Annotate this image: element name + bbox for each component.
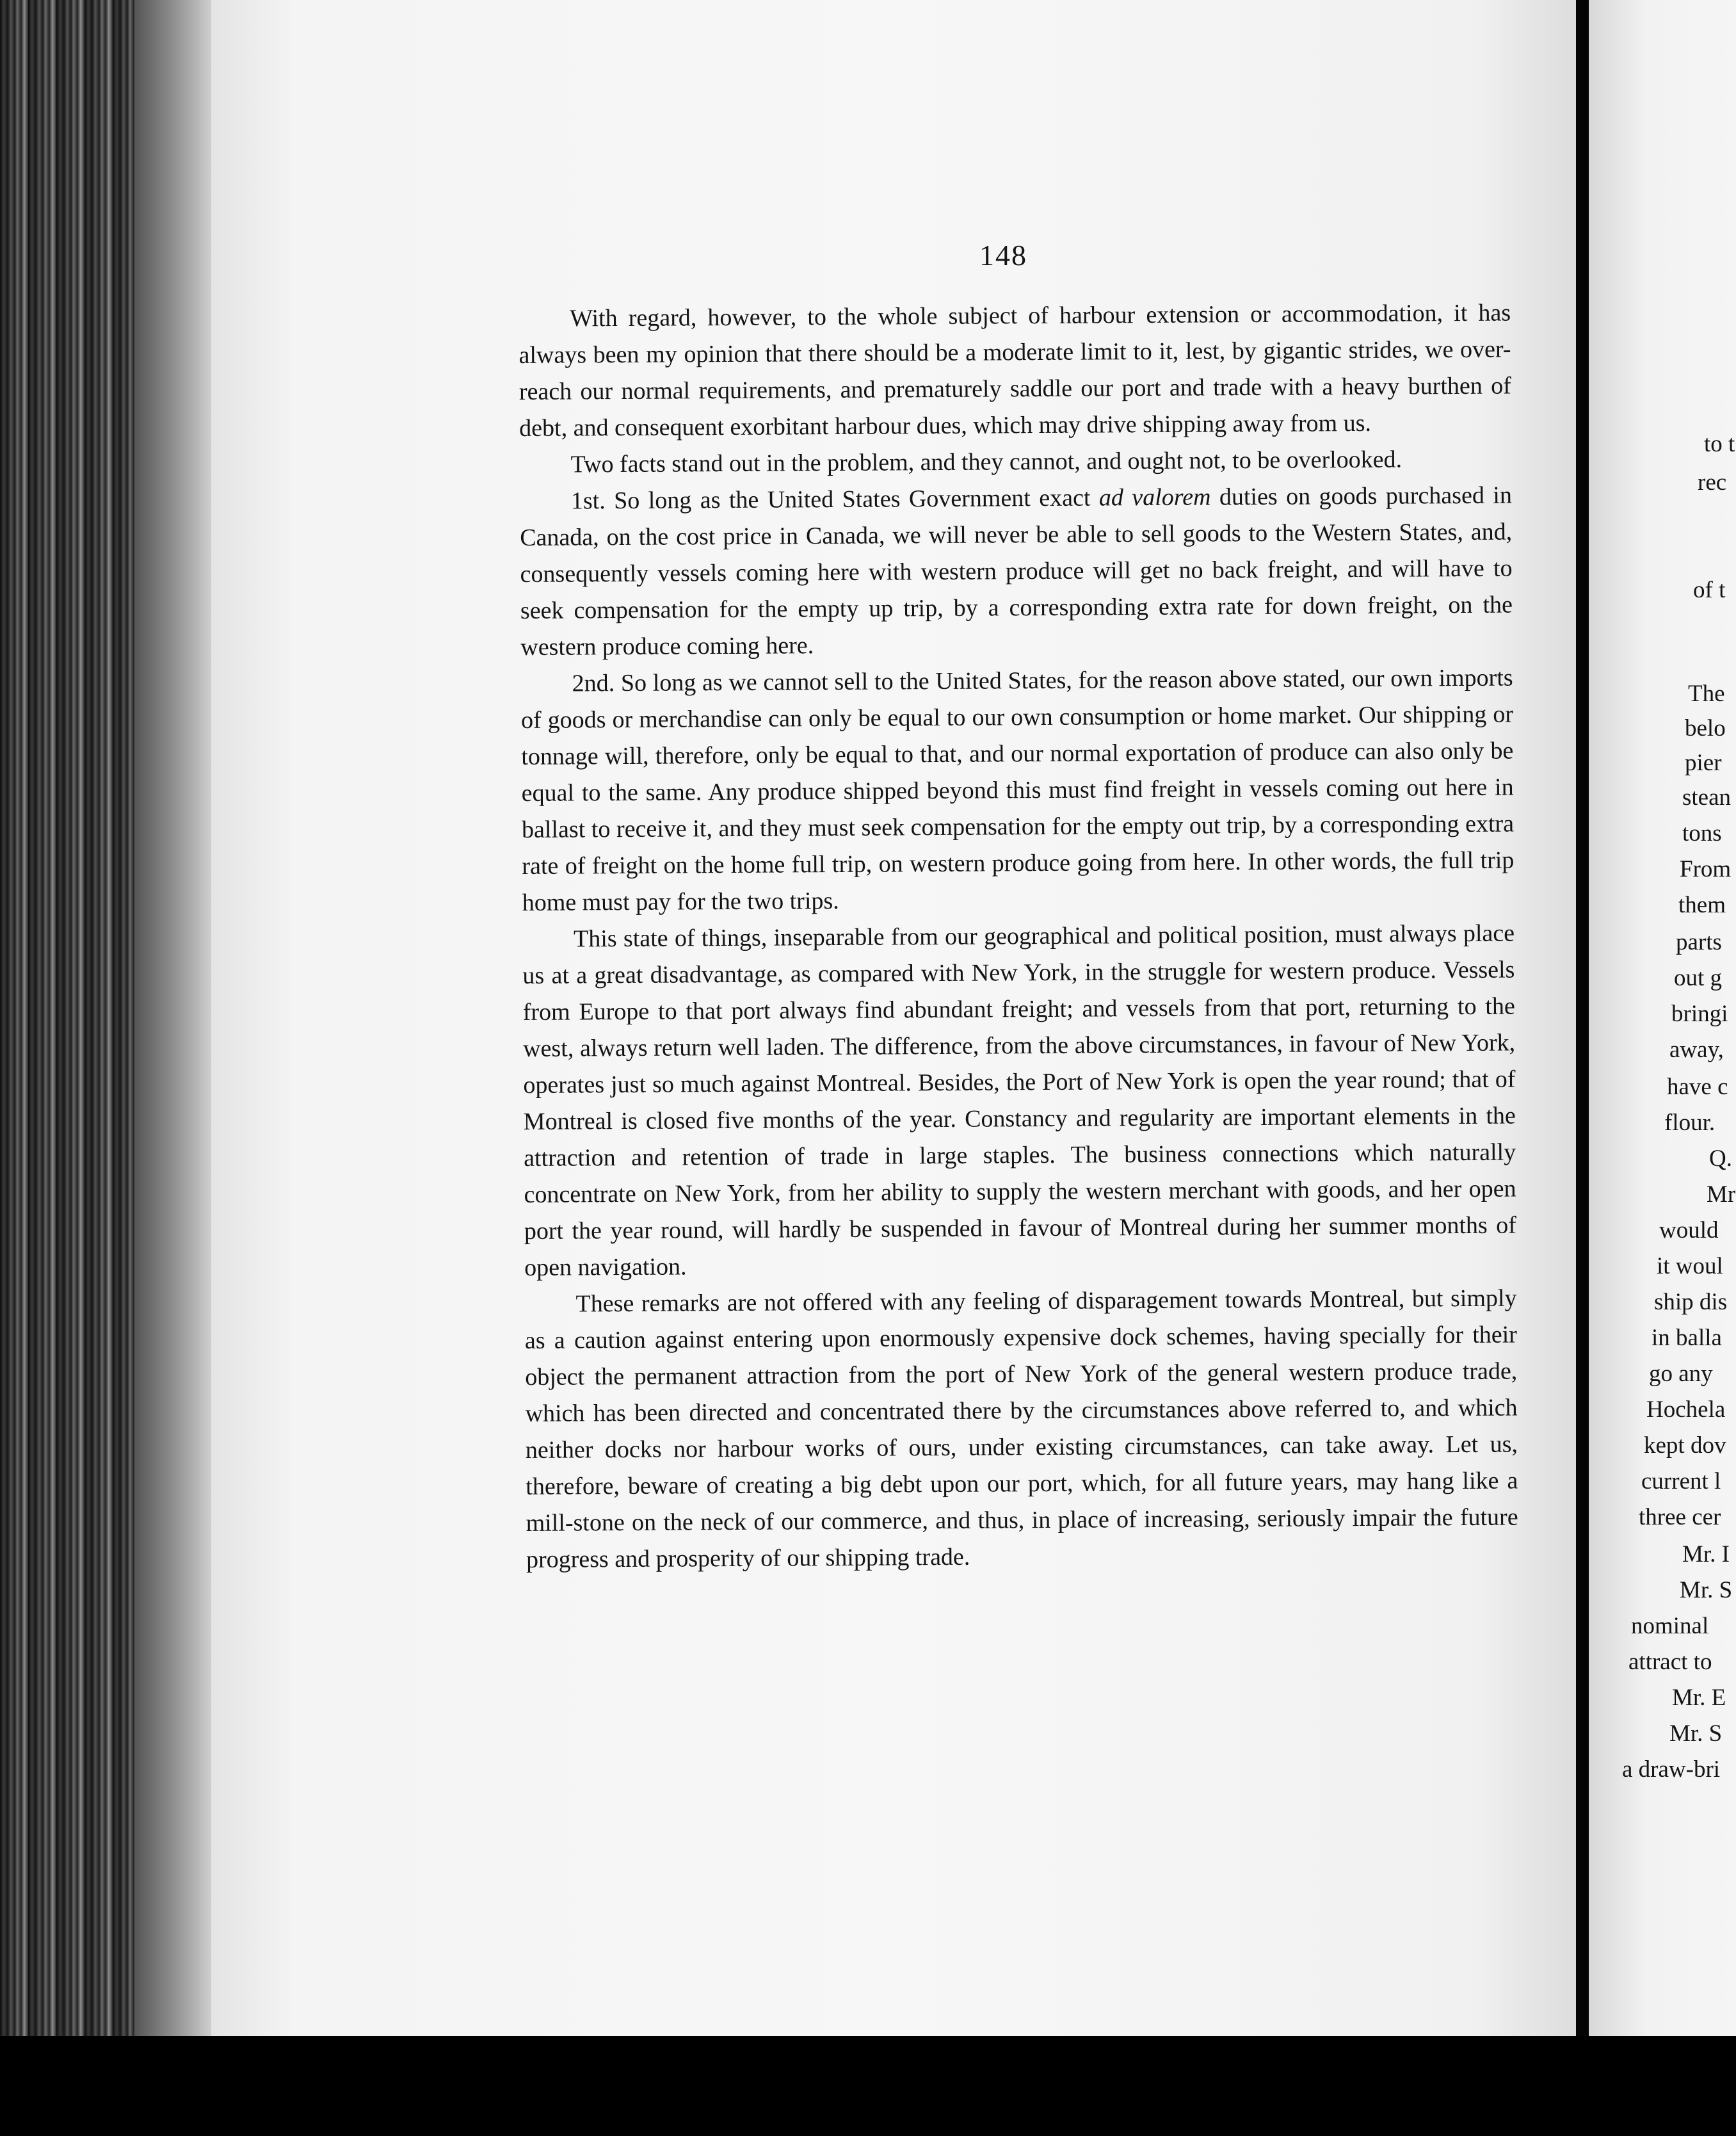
- facing-page-fragment: ship dis: [1654, 1289, 1728, 1315]
- facing-page-fragment: tons: [1682, 820, 1722, 846]
- facing-page: [1589, 0, 1736, 2049]
- facing-page-fragment: a draw-bri: [1622, 1756, 1721, 1783]
- facing-page-fragment: The: [1688, 681, 1725, 707]
- facing-page-fragment: Hochela: [1646, 1396, 1726, 1423]
- facing-page-fragment: attract to: [1628, 1649, 1712, 1675]
- facing-page-fragment: rec: [1698, 469, 1727, 496]
- facing-page-fragment: nominal: [1631, 1613, 1709, 1639]
- paragraph: [520, 478, 1513, 666]
- facing-page-fragment: parts: [1676, 929, 1722, 955]
- facing-page-fragment: in balla: [1652, 1325, 1722, 1351]
- paragraph: With regard, however, to the whole subject of harbour extension or accommodation, it has always been my opinion that there should be a moderate limit to it, lest, by gigantic strides, we over-reach our normal requirements, and prematurely saddle our port and trade with a heavy burthen of debt, and consequent exorbitant harbour dues, which may drive shipping away from us.: [518, 299, 1511, 442]
- facing-page-fragment: Mr. I: [1682, 1541, 1730, 1567]
- book-page-edges: [0, 0, 211, 2136]
- facing-page-fragment: Mr. S: [1669, 1720, 1723, 1747]
- facing-page-fragment: of t: [1693, 577, 1726, 603]
- facing-page-fragment: Mr. E: [1672, 1685, 1726, 1711]
- facing-page-fragment: Mr: [1707, 1181, 1736, 1208]
- page-number: 148: [979, 239, 1027, 271]
- paragraph-text: duties on goods purchased in Canada, on the cost price in Canada, we will never be able to sell goods to the Western States, and, consequently vessels coming here with western produce will get no back freight, and will have to seek compensation for the empty up trip, by a corresponding extra rate for down freight, on the western produce coming here.: [520, 481, 1513, 661]
- paragraph: This state of things, inseparable from our geographical and political position, must always place us at a great disadvantage, as compared with New York, in the struggle for western produce. Vessels from Europe to that port always find abundant freight; and vessels from that port, returning to the west, always return well laden. The difference, from the above circumstances, in favour of New York, operates just so much against Montreal. Besides, the Port of New York is open the year round; that of Montreal is closed five months of the year. Constancy and regularity are important elements in the attraction and retention of trade in large staples. The business connections which naturally concentrate on New York, from her ability to supply the western merchant with goods, and her open port the year round, will hardly be suspended in favour of Montreal during her summer months of open navigation.: [522, 919, 1516, 1281]
- facing-page-fragment: have c: [1667, 1074, 1728, 1100]
- facing-page-fragment: go any: [1649, 1361, 1713, 1387]
- facing-page-fragment: pier: [1685, 750, 1722, 776]
- italic-term: ad valorem: [1098, 483, 1211, 512]
- facing-page-fragment: stean: [1682, 784, 1732, 811]
- facing-page-fragment: Q.: [1709, 1145, 1732, 1172]
- book-gutter: [1576, 0, 1589, 2136]
- facing-page-fragment: current l: [1641, 1468, 1721, 1494]
- facing-page-fragment: to t: [1704, 431, 1735, 457]
- paragraph-text: 1st. So long as the United States Government exact: [570, 484, 1100, 515]
- facing-page-fragment: kept dov: [1644, 1432, 1726, 1459]
- facing-page-fragment: out g: [1674, 965, 1723, 991]
- facing-page-fragment: them: [1678, 892, 1726, 918]
- facing-page-fragment: bringi: [1671, 1001, 1728, 1027]
- facing-page-fragment: would: [1659, 1217, 1719, 1243]
- facing-page-fragment: From: [1680, 856, 1732, 882]
- facing-page-fragment: away,: [1669, 1037, 1724, 1063]
- scan-background: [0, 2036, 1736, 2136]
- body-text: [518, 295, 1518, 1578]
- paragraph: 2nd. So long as we cannot sell to the United States, for the reason above stated, our own imports of goods or merchandise can only be equal to our own consumption or home market. Our shipping or tonnage will, therefore, only be equal to that, and our normal exportation of produce can also only be equal to the same. Any produce shipped beyond this must find freight in vessels coming out here in ballast to receive it, and they must seek compensation for the empty out trip, by a corresponding extra rate of freight on the home full trip, on western produce going from here. In other words, the full trip home must pay for the two trips.: [520, 664, 1515, 916]
- facing-page-fragment: three cer: [1639, 1504, 1721, 1530]
- facing-page-fragment: flour.: [1664, 1110, 1716, 1136]
- paragraph: These remarks are not offered with any feeling of disparagement towards Montreal, but simply as a caution against entering upon enormously expensive dock schemes, having specially for their object the permanent attraction from the port of New York of the general western produce trade, which has been directed and concentrated there by the circumstances above referred to, and which neither docks nor harbour works of ours, under existing circumstances, can take away. Let us, therefore, beware of creating a big debt upon our port, which, for all future years, may hang like a mill-stone on the neck of our commerce, and thus, in place of increasing, seriously impair the future progress and prosperity of our shipping trade.: [524, 1284, 1518, 1573]
- facing-page-fragment: belo: [1685, 715, 1726, 741]
- paragraph: Two facts stand out in the problem, and they cannot, and ought not, to be overlooked.: [570, 446, 1402, 478]
- facing-page-fragment: Mr. S: [1680, 1577, 1733, 1603]
- facing-page-fragment: it woul: [1657, 1253, 1723, 1279]
